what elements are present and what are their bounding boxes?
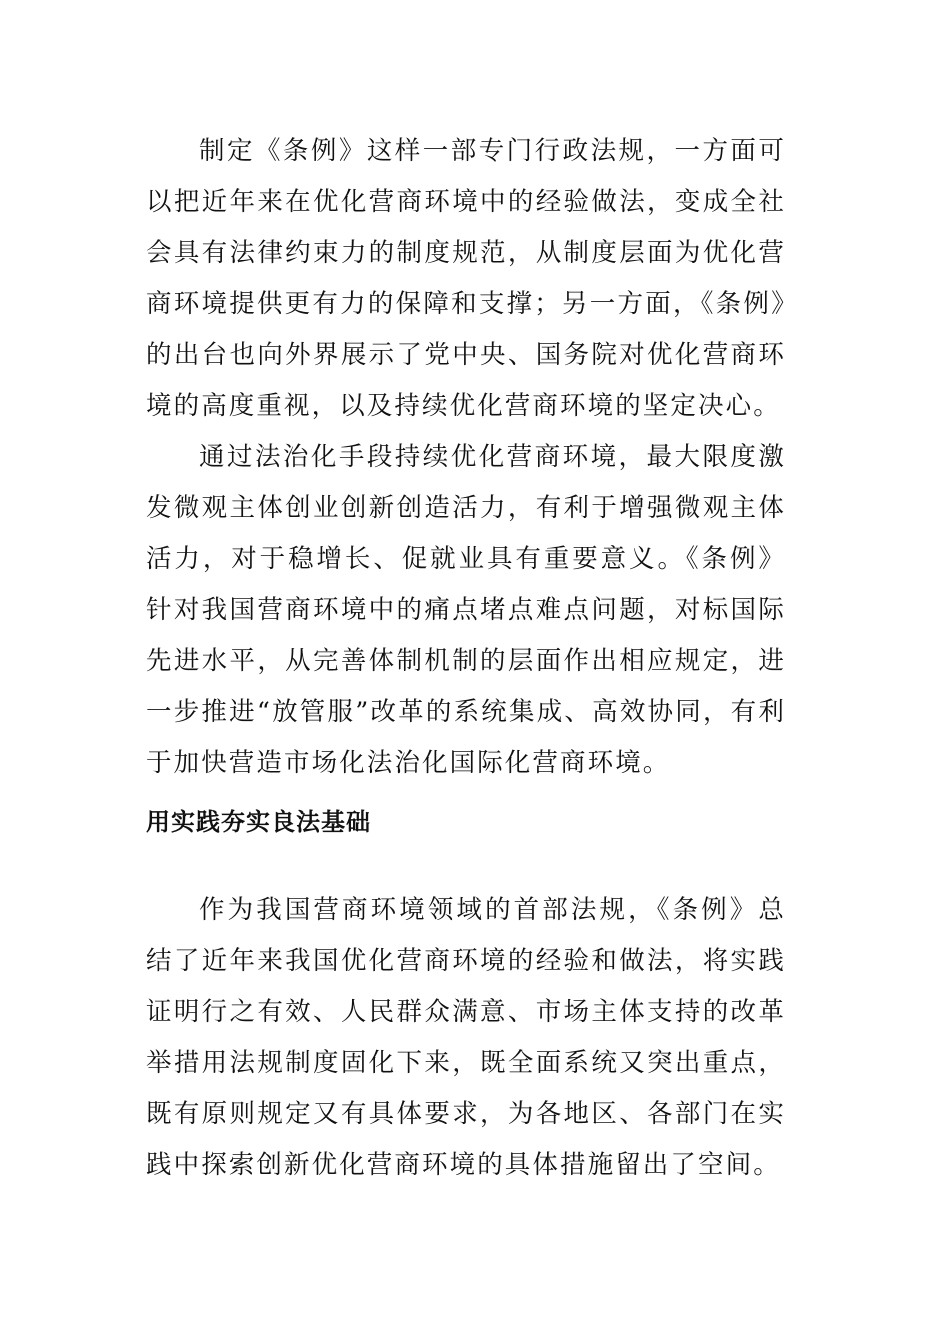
paragraph-1: 制定《条例》这样一部专门行政法规，一方面可以把近年来在优化营商环境中的经验做法，变成全社会具有法律约束力的制度规范，从制度层面为优化营商环境提供更有力的保障和支撑；另一方面，《条例》的出台也向外界展示了党中央、国务院对优化营商环境的高度重视，以及持续优化营商环境的坚定决心。 xyxy=(146,136,786,421)
paragraph-2: 通过法治化手段持续优化营商环境，最大限度激发微观主体创业创新创造活力，有利于增强微观主体活力，对于稳增长、促就业具有重要意义。《条例》针对我国营商环境中的痛点堵点难点问题，对标国际先进水平，从完善体制机制的层面作出相应规定，进一步推进“放管服”改革的系统集成、高效协同，有利于加快营造市场化法治化国际化营商环境。 xyxy=(146,442,786,778)
paragraph-3: 作为我国营商环境领域的首部法规，《条例》总结了近年来我国优化营商环境的经验和做法，将实践证明行之有效、人民群众满意、市场主体支持的改革举措用法规制度固化下来，既全面系统又突出重点，既有原则规定又有具体要求，为各地区、各部门在实践中探索创新优化营商环境的具体措施留出了空间。 xyxy=(146,895,786,1180)
section-heading: 用实践夯实良法基础 xyxy=(146,808,371,836)
